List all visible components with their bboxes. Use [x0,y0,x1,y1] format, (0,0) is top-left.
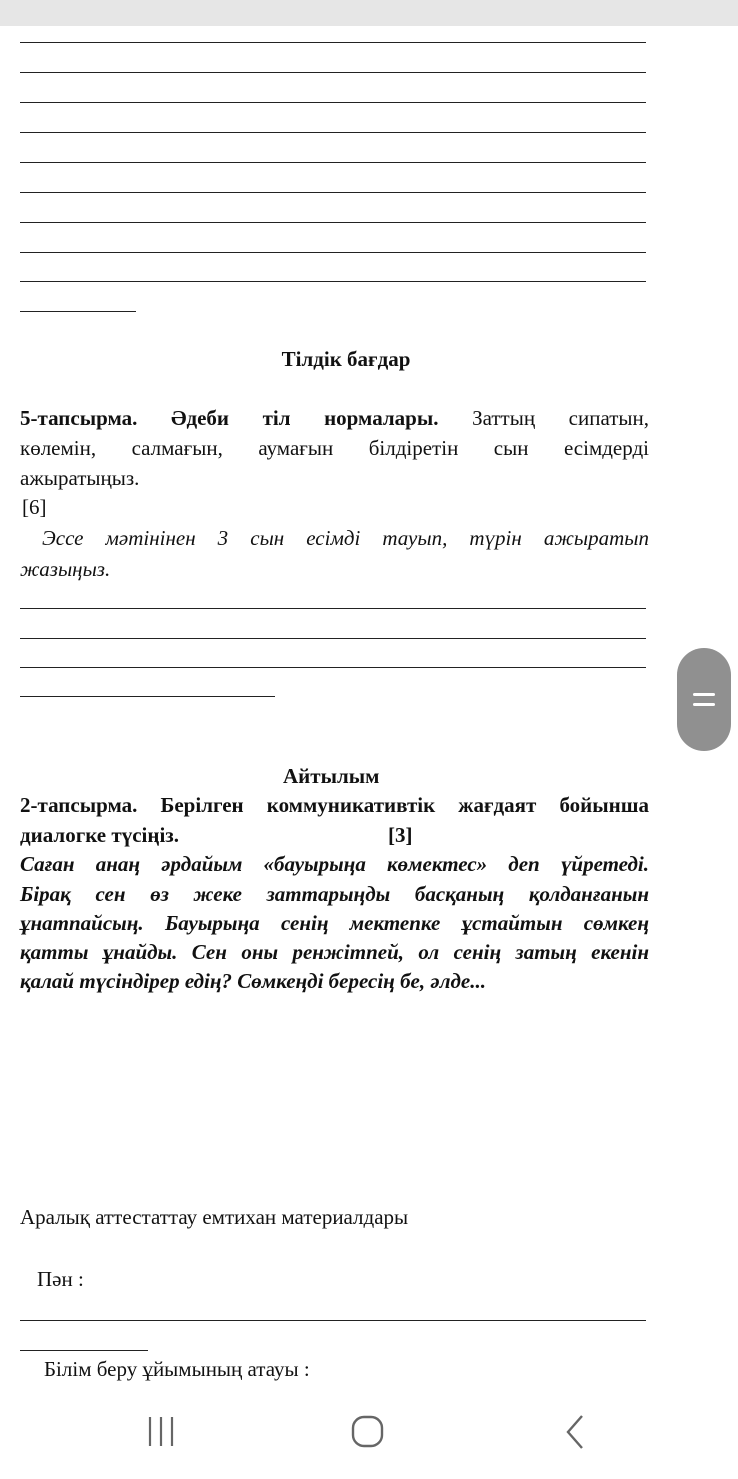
task5-line1 [20,403,649,433]
answer-line [20,72,646,73]
task2-scenario-line: қалай түсіндірер едің? Сөмкеңді бересің бе, әлде... [20,969,486,993]
task5-instruction-cont: жазыңыз. [20,557,111,581]
task5-line3: ажыратыңыз. [20,466,140,490]
exam-title: Аралық аттестаттау емтихан материалдары [20,1205,409,1229]
task2-line1: 2-тапсырма. Берілген коммуникативтік жағдаят бойынша [20,793,649,817]
answer-line [20,42,646,43]
answer-line [20,667,646,668]
task2-scenario-line: Бірақ сен өз жеке заттарыңды басқаның қолданғанын [20,882,649,906]
subject-label: Пән : [37,1267,84,1291]
answer-line [20,192,646,193]
task5-title: 5-тапсырма. Әдеби тіл нормалары. [20,406,439,430]
answer-line [20,252,646,253]
section-heading-speaking: Айтылым [283,764,380,788]
answer-line [20,132,646,133]
answer-line [20,162,646,163]
task2-scenario-line: Саған анаң әрдайым «бауырыңа көмектес» деп үйретеді. [20,852,649,876]
task2-line2: диалогке түсіңіз. [20,823,179,847]
back-icon[interactable] [560,1412,590,1452]
task5-line1-rest: Заттың сипатын, [472,406,649,430]
home-icon[interactable] [350,1414,386,1450]
answer-line [20,608,646,609]
task2-scenario-line: ұнатпайсың. Бауырыңа сенің мектепке ұстайтын сөмкең [20,911,649,935]
answer-line [20,638,646,639]
task5-line2: көлемін, салмағын, аумағын білдіретін сын есімдерді [20,436,649,460]
answer-line [20,222,646,223]
answer-line [20,281,646,282]
section-heading-language: Тілдік бағдар [281,347,411,371]
organization-label: Білім беру ұйымының атауы : [44,1357,310,1381]
answer-line [20,1350,148,1351]
task5-points: [6] [22,495,47,519]
scrollbar-handle[interactable] [677,648,731,751]
task5-instruction: Эссе мәтінінен 3 сын есімді тауып, түрін ажыратып [42,526,649,550]
answer-line [20,1320,646,1321]
answer-line [20,102,646,103]
answer-line [20,311,136,312]
task2-scenario-line: қатты ұнайды. Сен оны ренжітпей, ол сенің затың екенін [20,940,649,964]
top-toolbar [0,0,738,26]
answer-line [20,696,275,697]
task2-points: [3] [388,823,413,847]
recent-apps-icon[interactable] [140,1414,184,1450]
